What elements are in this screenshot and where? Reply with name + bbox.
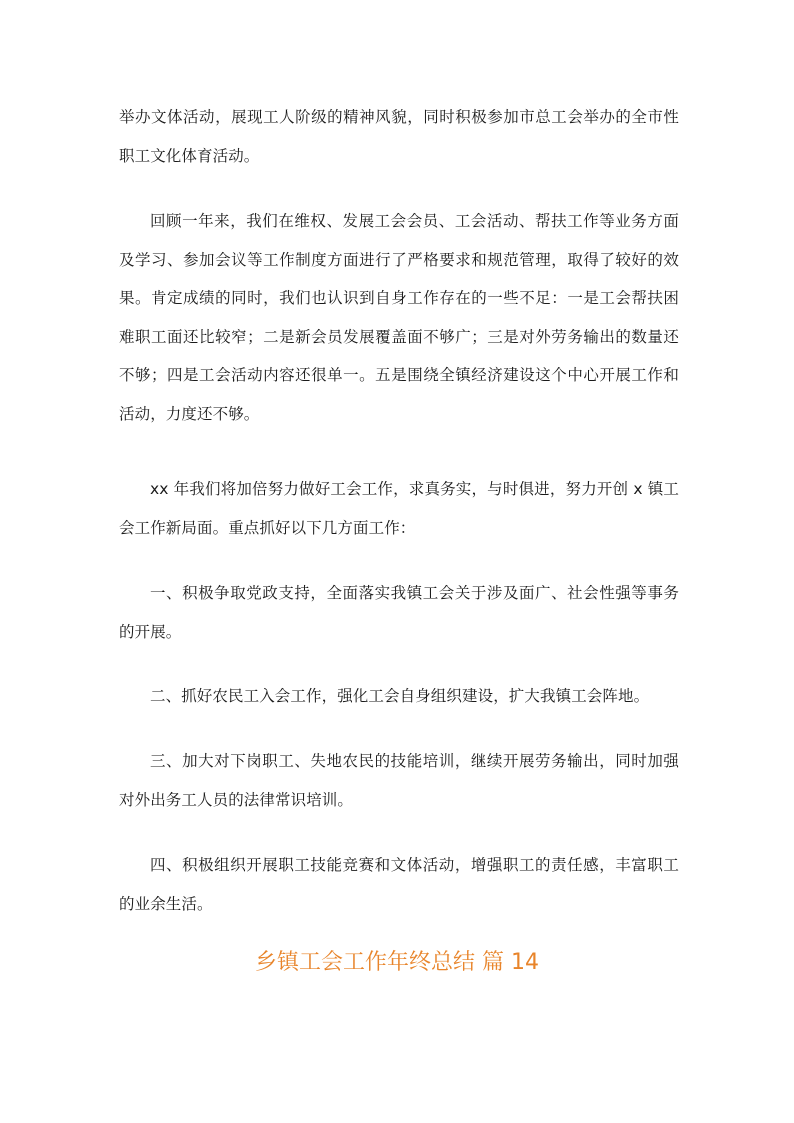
paragraph-plan-item-4: 四、积极组织开展职工技能竞赛和文体活动，增强职工的责任感，丰富职工的业余生活。 (119, 856, 679, 913)
paragraph-plan-item-1: 一、积极争取党政支持，全面落实我镇工会关于涉及面广、社会性强等事务的开展。 (119, 584, 679, 641)
paragraph-continuation: 举办文体活动，展现工人阶级的精神风貌，同时积极参加市总工会举办的全市性职工文化体育活动。 (119, 108, 679, 165)
section-heading: 乡镇工会工作年终总结 篇 14 (255, 950, 539, 975)
paragraph-plan-intro: xx 年我们将加倍努力做好工会工作，求真务实，与时俱进，努力开创 x 镇工会工作新局面。重点抓好以下几方面工作： (119, 480, 679, 537)
paragraph-plan-item-2: 二、抓好农民工入会工作，强化工会自身组织建设，扩大我镇工会阵地。 (150, 687, 650, 705)
paragraph-plan-item-3: 三、加大对下岗职工、失地农民的技能培训，继续开展劳务输出，同时加强对外出务工人员的法律常识培训。 (119, 752, 679, 809)
paragraph-review: 回顾一年来，我们在维权、发展工会会员、工会活动、帮扶工作等业务方面及学习、参加会议等工作制度方面进行了严格要求和规范管理，取得了较好的效果。肯定成绩的同时，我们也认识到自身工作存在的一些不足：一是工会帮扶困难职工面还比较窄；二是新会员发展覆盖面不够广；三是对外劳务输出的数量还不够；四是工会活动内容还很单一。五是围绕全镇经济建设这个中心开展工作和活动，力度还不够。 (119, 212, 679, 423)
